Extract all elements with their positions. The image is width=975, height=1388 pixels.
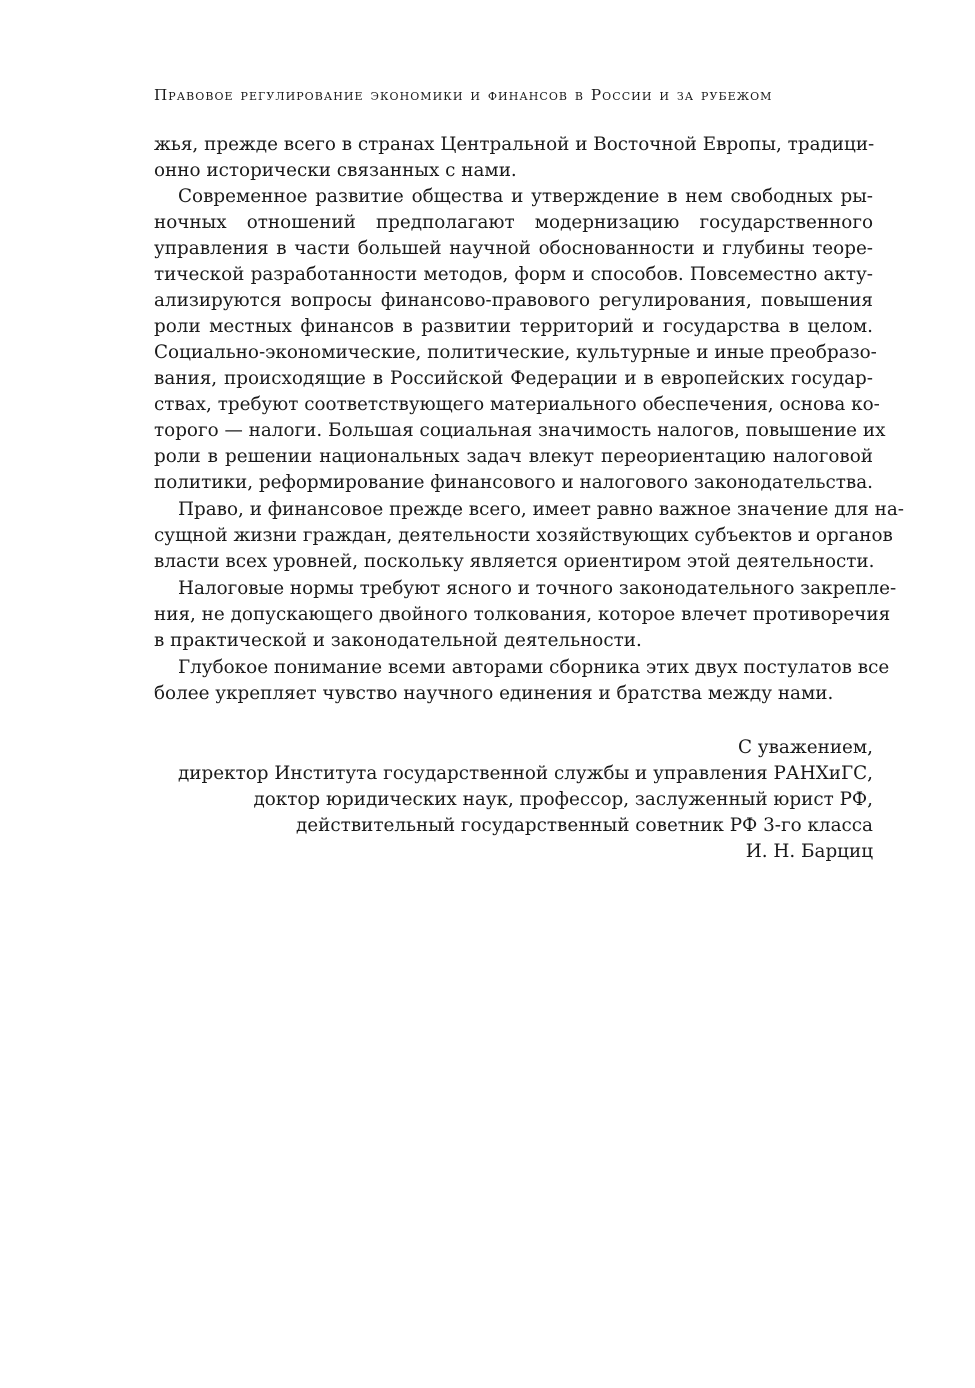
text-line: роли в решении национальных задач влекут переориентацию налоговой <box>154 446 873 467</box>
text-line: в практической и законодательной деятельности. <box>154 630 642 651</box>
text-line: сущной жизни граждан, деятельности хозяйствующих субъектов и органов <box>154 525 893 546</box>
text-line: Налоговые нормы требуют ясного и точного законодательного закрепле- <box>178 578 897 599</box>
running-head: Правовое регулирование экономики и финансов в России и за рубежом <box>154 86 773 104</box>
text-line: власти всех уровней, поскольку является ориентиром этой деятельности. <box>154 551 875 572</box>
text-line: ствах, требуют соответствующего материального обеспечения, основа ко- <box>154 394 880 415</box>
text-line: ночных отношений предполагают модернизацию государственного <box>154 212 873 233</box>
text-line: Право, и финансовое прежде всего, имеет равно важное значение для на- <box>178 499 904 520</box>
text-line: управления в части большей научной обоснованности и глубины теоре- <box>154 238 873 259</box>
text-line: онно исторически связанных с нами. <box>154 160 517 181</box>
signature-position: директор Института государственной службы и управления РАНХиГС, <box>178 763 873 784</box>
signature-degree: доктор юридических наук, профессор, заслуженный юрист РФ, <box>253 789 873 810</box>
signature-greeting: С уважением, <box>737 737 873 758</box>
signature-name: И. Н. Барциц <box>745 841 873 862</box>
text-line: тической разработанности методов, форм и способов. Повсеместно акту- <box>154 264 873 285</box>
text-line: Глубокое понимание всеми авторами сборника этих двух постулатов все <box>178 657 890 678</box>
text-line: Современное развитие общества и утверждение в нем свободных ры- <box>178 186 873 207</box>
text-line: политики, реформирование финансового и налогового законодательства. <box>154 472 873 493</box>
text-line: более укрепляет чувство научного единения и братства между нами. <box>154 683 834 704</box>
signature-rank: действительный государственный советник РФ 3-го класса <box>296 815 873 836</box>
text-line: ализируются вопросы финансово-правового регулирования, повышения <box>154 290 873 311</box>
text-line: вания, происходящие в Российской Федерации и в европейских государ- <box>154 368 873 389</box>
text-line: роли местных финансов в развитии территорий и государства в целом. <box>154 316 873 337</box>
text-line: ния, не допускающего двойного толкования, которое влечет противоречия <box>154 604 891 625</box>
text-line: торого — налоги. Большая социальная значимость налогов, повышение их <box>154 420 886 441</box>
text-line: жья, прежде всего в странах Центральной и Восточной Европы, традици- <box>154 134 875 155</box>
text-line: Социально-экономические, политические, культурные и иные преобразо- <box>154 342 877 363</box>
